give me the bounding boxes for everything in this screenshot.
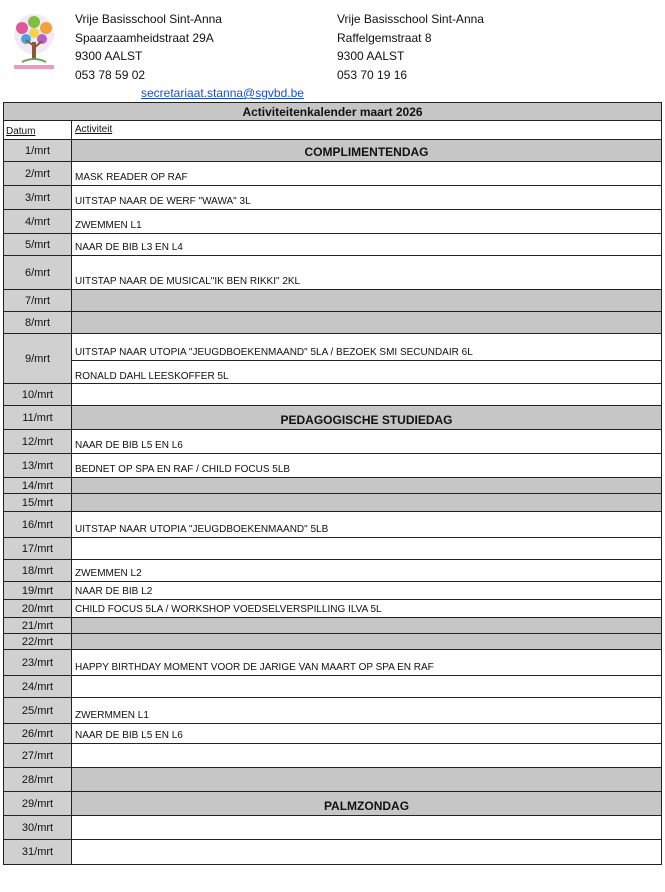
- row-activity: [72, 618, 661, 633]
- special-day-label: PALMZONDAG: [323, 799, 410, 813]
- table-row: [4, 234, 661, 256]
- row-date: 12/mrt: [4, 430, 72, 453]
- table-row: [4, 724, 661, 744]
- row-date: 6/mrt: [4, 256, 72, 289]
- row-activity: [72, 538, 661, 559]
- city: 9300 AALST: [75, 49, 143, 63]
- row-activity: [72, 430, 661, 453]
- row-date: 26/mrt: [4, 724, 72, 743]
- table-row: [4, 430, 661, 454]
- activity-text: ZWEMMEN L2: [75, 568, 142, 579]
- row-date: 19/mrt: [4, 582, 72, 599]
- school-name: Vrije Basisschool Sint-Anna: [75, 12, 222, 26]
- table-row: [4, 140, 661, 162]
- row-activity: [72, 634, 661, 649]
- row-date: 15/mrt: [4, 494, 72, 511]
- table-row: [4, 840, 661, 864]
- table-row: [4, 698, 661, 724]
- row-activity: [72, 384, 661, 405]
- table-row: [4, 162, 661, 186]
- row-activity: [72, 186, 661, 209]
- row-activity: [72, 560, 661, 581]
- column-header-row: [4, 121, 661, 140]
- row-activity: [72, 582, 661, 599]
- row-activity: [72, 816, 661, 839]
- row-date: 11/mrt: [4, 406, 72, 429]
- row-activity: [72, 234, 661, 255]
- activity-text: UITSTAP NAAR DE WERF "WAWA" 3L: [75, 196, 251, 207]
- row-date: 7/mrt: [4, 290, 72, 311]
- street: Spaarzaamheidstraat 29A: [75, 30, 214, 45]
- table-row: [4, 538, 661, 560]
- activity-text: CHILD FOCUS 5LA / WORKSHOP VOEDSELVERSPILLING ILVA 5L: [75, 604, 382, 615]
- row-activity: [72, 334, 661, 383]
- row-date: 24/mrt: [4, 676, 72, 697]
- activity-text: UITSTAP NAAR DE MUSICAL"IK BEN RIKKI" 2KL: [75, 276, 301, 287]
- row-date: 17/mrt: [4, 538, 72, 559]
- table-row: [4, 406, 661, 430]
- school-name: Vrije Basisschool Sint-Anna: [337, 12, 484, 26]
- street: Raffelgemstraat 8: [337, 30, 432, 45]
- row-date: 4/mrt: [4, 210, 72, 233]
- table-row: [4, 768, 661, 792]
- row-activity: [72, 312, 661, 333]
- table-row: [4, 210, 661, 234]
- row-date: 22/mrt: [4, 634, 72, 649]
- phone: 053 78 59 02: [75, 67, 146, 82]
- row-date: 5/mrt: [4, 234, 72, 255]
- table-row: [4, 454, 661, 478]
- phone: 053 70 19 16: [337, 67, 408, 82]
- table-row: [4, 186, 661, 210]
- row-date: 29/mrt: [4, 792, 72, 815]
- row-activity: [72, 698, 661, 723]
- table-row: [4, 618, 661, 634]
- special-day-label: PEDAGOGISCHE STUDIEDAG: [280, 413, 453, 427]
- special-day-label: COMPLIMENTENDAG: [304, 145, 429, 159]
- table-row: [4, 494, 661, 512]
- table-row: [4, 744, 661, 768]
- table-row: [4, 312, 661, 334]
- table-row: [4, 792, 661, 816]
- letterhead: [0, 0, 665, 100]
- activity-calendar-table: [3, 102, 662, 865]
- city: 9300 AALST: [337, 49, 405, 63]
- activity-text: MASK READER OP RAF: [75, 172, 188, 183]
- row-activity: [72, 162, 661, 185]
- address-spaarzaamheidstraat: [75, 10, 222, 84]
- calendar-rows: [4, 140, 661, 864]
- table-row: [4, 634, 661, 650]
- row-date: 8/mrt: [4, 312, 72, 333]
- row-date: 3/mrt: [4, 186, 72, 209]
- row-activity: [72, 140, 661, 161]
- row-date: 21/mrt: [4, 618, 72, 633]
- row-date: 31/mrt: [4, 840, 72, 864]
- row-date: 20/mrt: [4, 600, 72, 617]
- row-date: 25/mrt: [4, 698, 72, 723]
- row-date: 14/mrt: [4, 478, 72, 493]
- address-raffelgemstraat: [337, 10, 484, 84]
- activity-text: BEDNET OP SPA EN RAF / CHILD FOCUS 5LB: [75, 464, 291, 475]
- row-activity: [72, 210, 661, 233]
- row-activity: [72, 600, 661, 617]
- row-activity: [72, 512, 661, 537]
- activity-text: NAAR DE BIB L3 EN L4: [75, 242, 183, 253]
- table-row: [4, 384, 661, 406]
- activity-text: NAAR DE BIB L2: [75, 586, 153, 597]
- activity-text: UITSTAP NAAR UTOPIA "JEUGDBOEKENMAAND" 5LA / BEZOEK SMI SECUNDAIR 6L: [75, 347, 473, 358]
- table-row: [4, 560, 661, 582]
- email-link[interactable]: secretariaat.stanna@sgvbd.be: [141, 86, 304, 100]
- activity-text: ZWEMMEN L1: [75, 220, 142, 231]
- calendar-title: Activiteitenkalender maart 2026: [4, 103, 661, 121]
- table-row: [4, 290, 661, 312]
- row-activity: [72, 840, 661, 864]
- row-activity: [72, 290, 661, 311]
- table-row: [4, 600, 661, 618]
- row-activity: [72, 768, 661, 791]
- row-date: 1/mrt: [4, 140, 72, 161]
- table-row: [4, 256, 661, 290]
- row-date: 2/mrt: [4, 162, 72, 185]
- row-date: 9/mrt: [4, 334, 72, 383]
- row-date: 30/mrt: [4, 816, 72, 839]
- table-row: [4, 582, 661, 600]
- row-date: 16/mrt: [4, 512, 72, 537]
- row-activity: [72, 406, 661, 429]
- row-activity: [72, 676, 661, 697]
- table-row: [4, 512, 661, 538]
- column-header-activity: Activiteit: [75, 124, 113, 135]
- activity-text: HAPPY BIRTHDAY MOMENT VOOR DE JARIGE VAN MAART OP SPA EN RAF: [75, 662, 434, 673]
- table-row: [4, 334, 661, 384]
- row-date: 18/mrt: [4, 560, 72, 581]
- school-tree-logo: [8, 12, 60, 72]
- table-row: [4, 816, 661, 840]
- row-date: 27/mrt: [4, 744, 72, 767]
- row-activity: [72, 724, 661, 743]
- row-activity: [72, 744, 661, 767]
- table-row: [4, 478, 661, 494]
- activity-text: UITSTAP NAAR UTOPIA "JEUGDBOEKENMAAND" 5LB: [75, 524, 329, 535]
- activity-text: NAAR DE BIB L5 EN L6: [75, 440, 183, 451]
- column-header-date: Datum: [4, 121, 72, 139]
- row-date: 13/mrt: [4, 454, 72, 477]
- activity-text: RONALD DAHL LEESKOFFER 5L: [72, 360, 661, 384]
- row-date: 23/mrt: [4, 650, 72, 675]
- row-activity: [72, 792, 661, 815]
- activity-text: ZWERMMEN L1: [75, 710, 149, 721]
- table-row: [4, 650, 661, 676]
- row-activity: [72, 454, 661, 477]
- row-date: 10/mrt: [4, 384, 72, 405]
- table-row: [4, 676, 661, 698]
- row-activity: [72, 650, 661, 675]
- row-activity: [72, 478, 661, 493]
- activity-text: NAAR DE BIB L5 EN L6: [75, 730, 183, 741]
- row-activity: [72, 494, 661, 511]
- row-date: 28/mrt: [4, 768, 72, 791]
- row-activity: [72, 256, 661, 289]
